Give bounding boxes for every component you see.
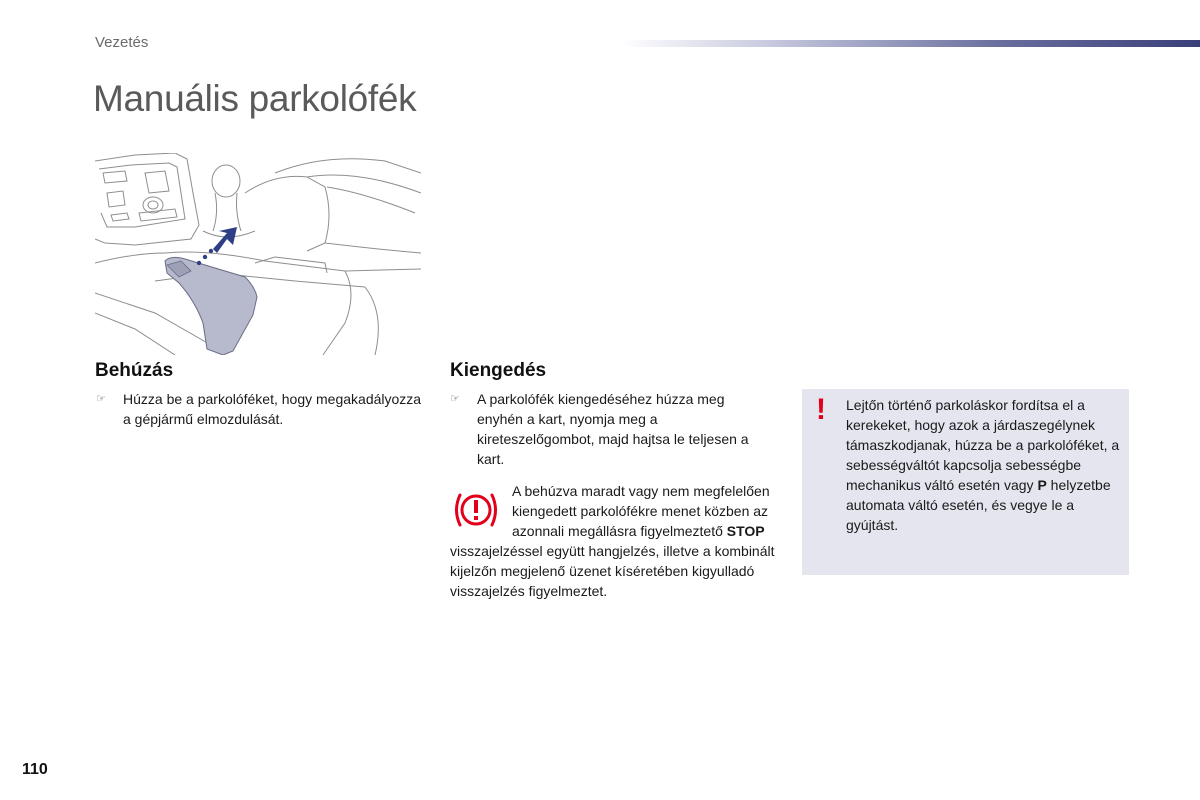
apply-bullet [96,389,426,429]
note-text [846,395,1124,535]
release-heading: Kiengedés [450,360,547,381]
header-gradient-bar [620,40,1200,47]
section-label: Vezetés [95,34,149,51]
release-bullet [450,389,768,469]
apply-bullet-text: Húzza be a parkolóféket, hogy megakadályozza a gépjármű elmozdulását. [123,391,422,427]
release-bullet-text: A parkolófék kiengedéséhez húzza meg enyhén a kart, nyomja meg a kireteszelőgombot, majd hajtsa le teljesen a kart. [477,391,749,467]
warning-text-part-1: A behúzva maradt vagy nem megfelelően kiengedett parkolófékre menet közben az azonnali megállásra figyelmeztető [512,483,770,539]
note-box [802,389,1129,575]
parking-brake-warning-icon [450,487,502,533]
pointing-hand-icon: ☞ [450,393,460,405]
apply-heading: Behúzás [95,360,174,381]
page-number: 110 [22,761,48,778]
note-text-part-2: helyzetbe automata váltó esetén, és vegye le a gyújtást. [846,477,1111,533]
pointing-hand-icon: ☞ [96,393,106,405]
p-position-word: P [1037,477,1047,493]
warning-text-part-2: visszajelzéssel együtt hangjelzés, illetve a kombinált kijelzőn megjelenő üzenet kíséretében kigyulladó visszajelzés figyelmeztet. [450,543,775,599]
warning-block [450,481,780,601]
exclamation-icon: ! [816,393,826,426]
parking-brake-illustration [95,153,421,355]
stop-word: STOP [726,523,765,539]
page-title: Manuális parkolófék [93,78,417,119]
note-text-part-1: Lejtőn történő parkoláskor fordítsa el a kerekeket, hogy azok a járdaszegélynek támaszkodjanak, húzza be a parkolóféket, a sebességváltót kapcsolja sebességbe mechanikus váltó esetén vagy [846,397,1120,493]
